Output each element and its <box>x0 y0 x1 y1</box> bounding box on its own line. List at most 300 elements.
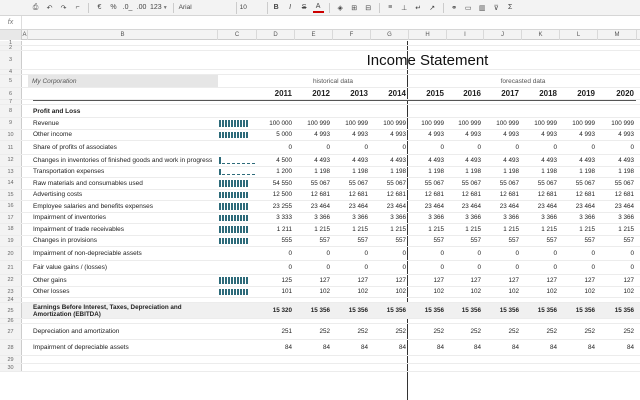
value-cell[interactable]: 23 464 <box>310 202 330 210</box>
row-number[interactable]: 1 <box>0 41 22 45</box>
row-number[interactable]: 25 <box>0 303 22 318</box>
value-cell[interactable]: 1 198 <box>314 168 330 176</box>
value-cell[interactable]: 557 <box>319 237 330 245</box>
value-cell[interactable]: 127 <box>508 276 519 284</box>
value-cell[interactable]: 3 366 <box>618 214 634 222</box>
value-cell[interactable]: 4 493 <box>352 156 368 164</box>
value-cell[interactable]: 0 <box>630 250 634 257</box>
value-cell[interactable]: 55 067 <box>424 179 444 187</box>
value-cell[interactable]: 84 <box>587 344 595 351</box>
value-cell[interactable]: 0 <box>553 144 557 151</box>
value-cell[interactable]: 0 <box>591 250 595 257</box>
value-cell[interactable]: 4 993 <box>579 131 595 139</box>
value-cell[interactable]: 252 <box>433 328 444 335</box>
print-icon[interactable]: ⎙ <box>32 3 39 11</box>
column-header-k[interactable]: K <box>522 30 560 40</box>
value-cell[interactable]: 55 067 <box>461 179 481 187</box>
value-cell[interactable]: 252 <box>395 328 406 335</box>
formula-input[interactable] <box>22 16 640 29</box>
value-cell[interactable]: 3 366 <box>428 214 444 222</box>
row-number[interactable]: 10 <box>0 130 22 141</box>
value-cell[interactable]: 557 <box>470 237 481 245</box>
row-number[interactable]: 9 <box>0 118 22 129</box>
percent-button[interactable]: % <box>110 4 117 11</box>
value-cell[interactable]: 0 <box>364 144 368 151</box>
row-number[interactable]: 5 <box>0 75 22 87</box>
row-number[interactable]: 28 <box>0 340 22 355</box>
year-header[interactable]: 2017 <box>501 89 519 98</box>
separator <box>379 3 380 13</box>
value-cell[interactable]: 0 <box>515 264 519 271</box>
year-header[interactable]: 2019 <box>577 89 595 98</box>
row-label[interactable]: Depreciation and amortization <box>33 328 120 335</box>
value-cell[interactable]: 100 999 <box>572 119 595 127</box>
row-number[interactable]: 12 <box>0 155 22 166</box>
value-cell[interactable]: 102 <box>319 288 330 296</box>
row-label[interactable]: Impairment of trade receivables <box>33 225 125 233</box>
column-header-j[interactable]: J <box>484 30 522 40</box>
value-cell[interactable]: 252 <box>623 328 634 335</box>
value-cell[interactable]: 15 356 <box>614 307 634 314</box>
value-cell[interactable]: 252 <box>319 328 330 335</box>
value-cell[interactable]: 1 198 <box>503 168 519 176</box>
value-cell[interactable]: 0 <box>364 250 368 257</box>
value-cell[interactable]: 100 000 <box>269 119 292 127</box>
value-cell[interactable]: 23 464 <box>348 202 368 210</box>
company-name[interactable]: My Corporation <box>28 75 218 87</box>
value-cell[interactable]: 4 493 <box>579 156 595 164</box>
bold-button[interactable]: B <box>273 4 279 11</box>
row-label[interactable]: Share of profits of associates <box>33 144 117 151</box>
column-header-m[interactable]: M <box>598 30 637 40</box>
year-header[interactable]: 2013 <box>350 89 368 98</box>
row-number[interactable]: 6 <box>0 88 22 99</box>
value-cell[interactable]: 0 <box>402 250 406 257</box>
value-cell[interactable]: 0 <box>553 264 557 271</box>
font-select[interactable] <box>179 2 237 14</box>
value-cell[interactable]: 23 464 <box>614 202 634 210</box>
historical-label[interactable]: historical data <box>312 77 354 85</box>
insert-comment-icon[interactable]: ▭ <box>464 4 472 12</box>
table-row <box>0 141 640 155</box>
insert-chart-icon[interactable]: ▥ <box>478 4 486 12</box>
value-cell[interactable]: 12 681 <box>310 191 330 199</box>
value-cell[interactable]: 127 <box>319 276 330 284</box>
value-cell[interactable]: 55 067 <box>386 179 406 187</box>
merge-cells-icon[interactable]: ⊟ <box>365 4 372 12</box>
column-header-a[interactable]: A <box>22 32 27 38</box>
value-cell[interactable]: 84 <box>511 344 519 351</box>
value-cell[interactable]: 252 <box>584 328 595 335</box>
value-cell[interactable]: 557 <box>395 237 406 245</box>
column-header-h[interactable]: H <box>409 30 447 40</box>
value-cell[interactable]: 55 067 <box>499 179 519 187</box>
row-number[interactable]: 14 <box>0 178 22 189</box>
value-cell[interactable]: 3 333 <box>276 214 292 222</box>
value-cell[interactable]: 0 <box>515 250 519 257</box>
value-cell[interactable]: 102 <box>623 288 634 296</box>
column-header-d[interactable]: D <box>257 30 295 40</box>
value-cell[interactable]: 1 215 <box>618 225 634 233</box>
year-header[interactable]: 2014 <box>388 89 406 98</box>
value-cell[interactable]: 0 <box>477 250 481 257</box>
value-cell[interactable]: 12 681 <box>424 191 444 199</box>
value-cell[interactable]: 1 198 <box>352 168 368 176</box>
value-cell[interactable]: 0 <box>630 264 634 271</box>
value-cell[interactable]: 100 999 <box>345 119 368 127</box>
sparkline-bar <box>222 120 224 127</box>
value-cell[interactable]: 23 464 <box>575 202 595 210</box>
column-header-b[interactable]: B <box>28 30 218 40</box>
wrap-text-icon[interactable]: ↵ <box>415 4 422 12</box>
value-cell[interactable]: 555 <box>281 237 292 245</box>
row-number[interactable]: 16 <box>0 201 22 212</box>
value-cell[interactable]: 55 067 <box>348 179 368 187</box>
page-title[interactable]: Income Statement <box>366 51 489 69</box>
sparkline-bar <box>246 289 248 296</box>
value-cell[interactable]: 12 681 <box>461 191 481 199</box>
sparkline-bar <box>240 238 242 245</box>
row-number[interactable]: 22 <box>0 275 22 286</box>
value-cell[interactable]: 3 366 <box>503 214 519 222</box>
value-cell[interactable]: 0 <box>440 250 444 257</box>
value-cell[interactable]: 54 550 <box>272 179 292 187</box>
more-formats-button[interactable] <box>150 2 168 14</box>
value-cell[interactable]: 252 <box>357 328 368 335</box>
row-number[interactable]: 21 <box>0 261 22 274</box>
value-cell[interactable]: 1 215 <box>579 225 595 233</box>
value-cell[interactable]: 84 <box>436 344 444 351</box>
value-cell[interactable]: 4 493 <box>314 156 330 164</box>
value-cell[interactable]: 4 993 <box>428 131 444 139</box>
value-cell[interactable]: 1 215 <box>465 225 481 233</box>
value-cell[interactable]: 100 999 <box>534 119 557 127</box>
value-cell[interactable]: 55 067 <box>537 179 557 187</box>
value-cell[interactable]: 102 <box>433 288 444 296</box>
value-cell[interactable]: 252 <box>546 328 557 335</box>
sparkline-bar <box>225 120 227 127</box>
borders-icon[interactable]: ⊞ <box>351 4 358 12</box>
row-number[interactable]: 26 <box>0 319 22 323</box>
value-cell[interactable]: 1 198 <box>618 168 634 176</box>
forecasted-label[interactable]: forecasted data <box>500 77 546 85</box>
row-number[interactable]: 7 <box>0 100 22 104</box>
value-cell[interactable]: 3 366 <box>579 214 595 222</box>
value-cell[interactable]: 0 <box>477 144 481 151</box>
row-number[interactable]: 29 <box>0 356 22 363</box>
row-label[interactable]: Changes in provisions <box>33 237 97 245</box>
value-cell[interactable]: 1 198 <box>579 168 595 176</box>
value-cell[interactable]: 15 356 <box>310 307 330 314</box>
value-cell[interactable]: 557 <box>546 237 557 245</box>
value-cell[interactable]: 4 500 <box>276 156 292 164</box>
value-cell[interactable]: 55 067 <box>614 179 634 187</box>
valign-bottom-icon[interactable]: ⊥ <box>401 4 408 12</box>
row-number[interactable]: 8 <box>0 105 22 117</box>
sparkline-bar <box>237 203 239 210</box>
table-row <box>0 201 640 213</box>
row-label[interactable]: Other gains <box>33 276 67 284</box>
value-cell[interactable]: 55 067 <box>310 179 330 187</box>
section-title[interactable]: Profit and Loss <box>33 107 81 115</box>
value-cell[interactable]: 127 <box>546 276 557 284</box>
value-cell[interactable]: 0 <box>515 144 519 151</box>
value-cell[interactable]: 15 356 <box>386 307 406 314</box>
value-cell[interactable]: 0 <box>402 144 406 151</box>
sparkline-bar <box>243 180 245 187</box>
row-label[interactable]: Impairment of inventories <box>33 214 106 222</box>
fill-color-icon[interactable]: ◈ <box>337 4 343 12</box>
align-left-icon[interactable]: ≡ <box>388 4 393 11</box>
currency-button[interactable]: € <box>97 4 102 11</box>
value-cell[interactable]: 251 <box>281 328 292 335</box>
value-cell[interactable]: 100 999 <box>611 119 634 127</box>
value-cell[interactable]: 15 356 <box>424 307 444 314</box>
row-number[interactable]: 17 <box>0 213 22 224</box>
value-cell[interactable]: 15 356 <box>348 307 368 314</box>
value-cell[interactable]: 0 <box>591 264 595 271</box>
value-cell[interactable]: 1 215 <box>428 225 444 233</box>
value-cell[interactable]: 127 <box>357 276 368 284</box>
value-cell[interactable]: 0 <box>553 250 557 257</box>
value-cell[interactable]: 100 999 <box>496 119 519 127</box>
row-number[interactable]: 4 <box>0 70 22 74</box>
value-cell[interactable]: 84 <box>360 344 368 351</box>
value-cell[interactable]: 252 <box>508 328 519 335</box>
value-cell[interactable]: 84 <box>398 344 406 351</box>
value-cell[interactable]: 1 198 <box>428 168 444 176</box>
row-label[interactable]: Other losses <box>33 288 70 296</box>
value-cell[interactable]: 1 215 <box>352 225 368 233</box>
sum-button[interactable]: Σ <box>507 4 513 11</box>
value-cell[interactable]: 4 493 <box>465 156 481 164</box>
value-cell[interactable]: 4 493 <box>503 156 519 164</box>
value-cell[interactable]: 0 <box>288 144 292 151</box>
value-cell[interactable]: 23 464 <box>461 202 481 210</box>
value-cell[interactable]: 4 493 <box>428 156 444 164</box>
value-cell[interactable]: 0 <box>326 264 330 271</box>
value-cell[interactable]: 12 681 <box>614 191 634 199</box>
value-cell[interactable]: 127 <box>433 276 444 284</box>
value-cell[interactable]: 127 <box>470 276 481 284</box>
value-cell[interactable]: 0 <box>591 144 595 151</box>
row-number[interactable]: 27 <box>0 324 22 339</box>
value-cell[interactable]: 15 356 <box>575 307 595 314</box>
value-cell[interactable]: 0 <box>630 144 634 151</box>
ebitda-label[interactable]: Earnings Before Interest, Taxes, Depreciation and Amortization (EBITDA) <box>33 303 182 318</box>
value-cell[interactable]: 125 <box>281 276 292 284</box>
value-cell[interactable]: 12 681 <box>537 191 557 199</box>
value-cell[interactable]: 3 366 <box>541 214 557 222</box>
value-cell[interactable]: 23 464 <box>499 202 519 210</box>
value-cell[interactable]: 1 200 <box>276 168 292 176</box>
row-label[interactable]: Impairment of depreciable assets <box>33 344 129 351</box>
value-cell[interactable]: 557 <box>623 237 634 245</box>
value-cell[interactable]: 23 464 <box>386 202 406 210</box>
row-number[interactable]: 13 <box>0 167 22 178</box>
row-label[interactable]: Impairment of non-depreciable assets <box>33 250 142 257</box>
value-cell[interactable]: 0 <box>477 264 481 271</box>
value-cell[interactable]: 1 198 <box>390 168 406 176</box>
value-cell[interactable]: 102 <box>470 288 481 296</box>
value-cell[interactable]: 0 <box>326 250 330 257</box>
value-cell[interactable]: 102 <box>508 288 519 296</box>
value-cell[interactable]: 3 366 <box>390 214 406 222</box>
value-cell[interactable]: 3 366 <box>465 214 481 222</box>
row-label[interactable]: Fair value gains / (losses) <box>33 264 108 271</box>
year-header[interactable]: 2012 <box>312 89 330 98</box>
value-cell[interactable]: 0 <box>326 144 330 151</box>
row-number[interactable]: 11 <box>0 141 22 154</box>
value-cell[interactable]: 3 366 <box>352 214 368 222</box>
value-cell[interactable]: 0 <box>440 144 444 151</box>
row-number[interactable]: 20 <box>0 247 22 260</box>
value-cell[interactable]: 15 356 <box>537 307 557 314</box>
value-cell[interactable]: 102 <box>546 288 557 296</box>
value-cell[interactable]: 12 681 <box>575 191 595 199</box>
function-icon: fx <box>0 16 22 29</box>
value-cell[interactable]: 84 <box>284 344 292 351</box>
undo-icon[interactable]: ↶ <box>46 4 53 12</box>
row-label[interactable]: Advertising costs <box>33 191 83 199</box>
decrease-decimal-button[interactable]: .0_ <box>122 4 133 11</box>
value-cell[interactable]: 1 198 <box>465 168 481 176</box>
sparkline-bar <box>231 180 233 187</box>
row-label[interactable]: Employee salaries and benefits expenses <box>33 202 153 210</box>
value-cell[interactable]: 0 <box>288 250 292 257</box>
value-cell[interactable]: 557 <box>584 237 595 245</box>
value-cell[interactable]: 557 <box>508 237 519 245</box>
redo-icon[interactable]: ↷ <box>60 4 67 12</box>
paint-format-icon[interactable]: ⌐ <box>75 4 80 11</box>
row-number[interactable]: 19 <box>0 236 22 247</box>
sparkline-bar <box>237 226 239 233</box>
year-header[interactable]: 2020 <box>616 89 634 98</box>
row-label[interactable]: Revenue <box>33 119 60 127</box>
value-cell[interactable]: 4 993 <box>390 131 406 139</box>
row-number[interactable]: 30 <box>0 364 22 371</box>
value-cell[interactable]: 557 <box>433 237 444 245</box>
value-cell[interactable]: 100 999 <box>307 119 330 127</box>
value-cell[interactable]: 84 <box>473 344 481 351</box>
value-cell[interactable]: 100 999 <box>421 119 444 127</box>
row-number[interactable]: 18 <box>0 224 22 235</box>
year-header[interactable]: 2011 <box>274 89 292 98</box>
year-header[interactable]: 2015 <box>426 89 444 98</box>
column-header-l[interactable]: L <box>560 30 598 40</box>
increase-decimal-button[interactable]: .00 <box>136 4 147 11</box>
value-cell[interactable]: 4 493 <box>618 156 634 164</box>
row-label[interactable]: Changes in inventories of finished goods and work in progress <box>33 156 213 164</box>
value-cell[interactable]: 12 500 <box>272 191 292 199</box>
value-cell[interactable]: 84 <box>322 344 330 351</box>
value-cell[interactable]: 84 <box>626 344 634 351</box>
value-cell[interactable]: 15 356 <box>499 307 519 314</box>
row-number[interactable]: 24 <box>0 298 22 302</box>
value-cell[interactable]: 12 681 <box>499 191 519 199</box>
text-color-button[interactable]: A <box>313 2 324 13</box>
value-cell[interactable]: 1 215 <box>390 225 406 233</box>
value-cell[interactable]: 0 <box>364 264 368 271</box>
value-cell[interactable]: 101 <box>281 288 292 296</box>
value-cell[interactable]: 102 <box>395 288 406 296</box>
value-cell[interactable]: 252 <box>470 328 481 335</box>
value-cell[interactable]: 1 215 <box>541 225 557 233</box>
value-cell[interactable]: 3 366 <box>314 214 330 222</box>
value-cell[interactable]: 23 255 <box>272 202 292 210</box>
value-cell[interactable]: 15 356 <box>461 307 481 314</box>
year-header[interactable]: 2016 <box>463 89 481 98</box>
value-cell[interactable]: 127 <box>584 276 595 284</box>
row-number[interactable]: 23 <box>0 287 22 298</box>
value-cell[interactable]: 557 <box>357 237 368 245</box>
value-cell[interactable]: 4 993 <box>352 131 368 139</box>
table-row <box>0 178 640 190</box>
value-cell[interactable]: 0 <box>440 264 444 271</box>
value-cell[interactable]: 84 <box>549 344 557 351</box>
value-cell[interactable]: 12 681 <box>386 191 406 199</box>
value-cell[interactable]: 1 215 <box>314 225 330 233</box>
value-cell[interactable]: 4 993 <box>465 131 481 139</box>
value-cell[interactable]: 127 <box>623 276 634 284</box>
value-cell[interactable]: 4 493 <box>541 156 557 164</box>
value-cell[interactable]: 127 <box>395 276 406 284</box>
strikethrough-button[interactable]: S <box>301 4 307 11</box>
value-cell[interactable]: 0 <box>402 264 406 271</box>
row-number[interactable]: 3 <box>0 51 22 69</box>
value-cell[interactable]: 0 <box>288 264 292 271</box>
value-cell[interactable]: 12 681 <box>348 191 368 199</box>
value-cell[interactable]: 102 <box>357 288 368 296</box>
column-header-f[interactable]: F <box>333 30 371 40</box>
row-number[interactable]: 2 <box>0 46 22 50</box>
row-number[interactable]: 15 <box>0 190 22 201</box>
column-header-g[interactable]: G <box>371 30 409 40</box>
value-cell[interactable]: 5 000 <box>276 131 292 139</box>
value-cell[interactable]: 4 493 <box>390 156 406 164</box>
column-header-c[interactable]: C <box>218 30 257 40</box>
value-cell[interactable]: 4 993 <box>503 131 519 139</box>
value-cell[interactable]: 1 198 <box>541 168 557 176</box>
row-label[interactable]: Other income <box>33 131 73 139</box>
filter-icon[interactable]: ⊽ <box>493 4 499 12</box>
column-header-e[interactable]: E <box>295 30 333 40</box>
text-rotation-icon[interactable]: ↗ <box>429 4 436 12</box>
row-label[interactable]: Transportation expenses <box>33 168 105 176</box>
value-cell[interactable]: 4 993 <box>618 131 634 139</box>
value-cell[interactable]: 4 993 <box>314 131 330 139</box>
value-cell[interactable]: 23 464 <box>537 202 557 210</box>
value-cell[interactable]: 15 320 <box>272 307 292 314</box>
row-label[interactable]: Raw materials and consumables used <box>33 179 143 187</box>
value-cell[interactable]: 4 993 <box>541 131 557 139</box>
sparkline-bar <box>219 203 221 210</box>
value-cell[interactable]: 100 999 <box>383 119 406 127</box>
value-cell[interactable]: 23 464 <box>424 202 444 210</box>
table-row <box>0 261 640 275</box>
value-cell[interactable]: 1 211 <box>276 225 292 233</box>
column-header-i[interactable]: I <box>447 30 484 40</box>
insert-link-icon[interactable]: ⚭ <box>451 4 458 12</box>
year-header[interactable]: 2018 <box>539 89 557 98</box>
font-size-select[interactable] <box>240 2 268 14</box>
value-cell[interactable]: 1 215 <box>503 225 519 233</box>
italic-button[interactable]: I <box>289 4 292 11</box>
value-cell[interactable]: 100 999 <box>458 119 481 127</box>
value-cell[interactable]: 55 067 <box>575 179 595 187</box>
select-all-corner[interactable] <box>0 30 22 40</box>
value-cell[interactable]: 102 <box>584 288 595 296</box>
